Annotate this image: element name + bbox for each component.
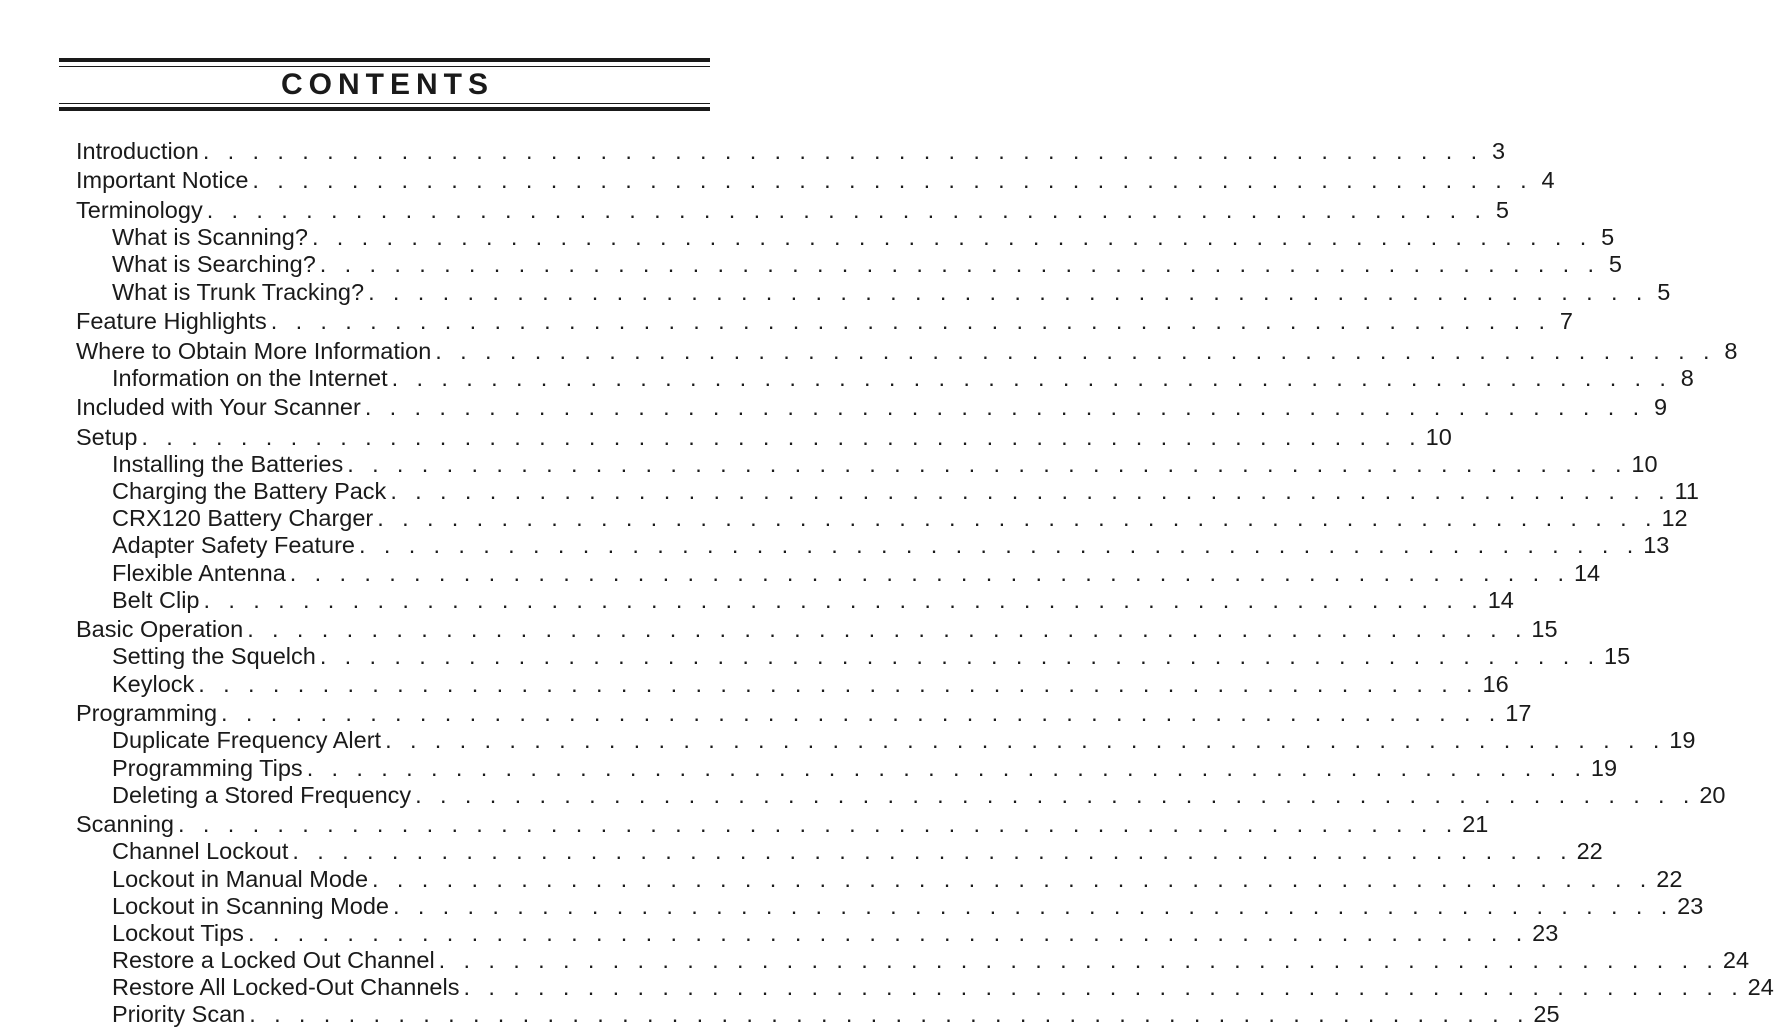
toc-subsection-entry[interactable]: [76, 781, 1726, 809]
toc-subsection-entry[interactable]: [76, 532, 1670, 559]
toc-entry-title: What is Trunk Tracking?: [112, 278, 365, 305]
toc-page-number: 7: [1559, 308, 1573, 335]
toc-subsection-entry[interactable]: [76, 892, 1704, 920]
toc-page-number: 3: [1491, 138, 1506, 164]
toc-dot-leader: . . . . . . . . . . . . . . . . . . . . . . . . . . . . . . . . . . . . . . . . . . . . . . . . . . . .: [368, 278, 1649, 305]
toc-page-number: 23: [1677, 892, 1704, 919]
toc-entry-title: Restore a Locked Out Channel: [112, 947, 435, 974]
toc-page-number: 4: [1541, 167, 1555, 194]
header-rule-top-thick: [59, 58, 710, 62]
toc-subsection-entry[interactable]: [76, 727, 1696, 754]
toc-entry-title: Keylock: [112, 670, 195, 697]
toc-subsection-entry[interactable]: [76, 505, 1688, 532]
toc-page-number: 14: [1573, 559, 1601, 586]
toc-page-number: 5: [1495, 196, 1509, 223]
toc-dot-leader: . . . . . . . . . . . . . . . . . . . . . . . . . . . . . . . . . . . . . . . . . . . . . . . . . . . .: [385, 727, 1666, 754]
toc-entry-title: Duplicate Frequency Alert: [112, 727, 382, 754]
toc-dot-leader: . . . . . . . . . . . . . . . . . . . . . . . . . . . . . . . . . . . . . . . . . . . . . . . . . . . .: [178, 811, 1459, 838]
toc-page-number: 20: [1699, 781, 1726, 808]
toc-page-number: 10: [1631, 450, 1658, 477]
toc-section-entry[interactable]: [76, 394, 1668, 421]
toc-entry-title: Charging the Battery Pack: [112, 478, 387, 505]
toc-dot-leader: . . . . . . . . . . . . . . . . . . . . . . . . . . . . . . . . . . . . . . . . . . . . . . . . . . . .: [198, 670, 1479, 697]
toc-entry-title: Lockout Tips: [112, 919, 244, 946]
toc-section-entry[interactable]: [76, 811, 1489, 838]
table-of-contents: [76, 138, 1774, 1029]
toc-entry-title: Where to Obtain More Information: [76, 337, 432, 364]
toc-entry-title: Restore All Locked-Out Channels: [112, 974, 460, 1001]
toc-subsection-entry[interactable]: [76, 559, 1601, 587]
header-rule-bottom-thin: [59, 103, 710, 104]
toc-dot-leader: . . . . . . . . . . . . . . . . . . . . . . . . . . . . . . . . . . . . . . . . . . . . . . . . . . . .: [252, 167, 1533, 194]
toc-section-entry[interactable]: [76, 138, 1506, 165]
toc-subsection-entry[interactable]: [76, 754, 1618, 782]
toc-page-number: 17: [1505, 700, 1532, 727]
toc-entry-title: Belt Clip: [112, 586, 200, 613]
toc-subsection-entry[interactable]: [76, 670, 1509, 698]
toc-section-entry[interactable]: [76, 167, 1555, 194]
toc-dot-leader: . . . . . . . . . . . . . . . . . . . . . . . . . . . . . . . . . . . . . . . . . . . . . . . . . . . .: [435, 337, 1716, 364]
toc-subsection-entry[interactable]: [76, 919, 1559, 947]
toc-subsection-entry[interactable]: [76, 586, 1514, 614]
toc-dot-leader: . . . . . . . . . . . . . . . . . . . . . . . . . . . . . . . . . . . . . . . . . . . . . . . . . . . .: [289, 559, 1570, 586]
toc-dot-leader: . . . . . . . . . . . . . . . . . . . . . . . . . . . . . . . . . . . . . . . . . . . . . . . . . . . .: [372, 865, 1653, 892]
toc-page-number: 9: [1653, 394, 1668, 421]
toc-dot-leader: . . . . . . . . . . . . . . . . . . . . . . . . . . . . . . . . . . . . . . . . . . . . . . . . . . . .: [141, 423, 1422, 450]
toc-dot-leader: . . . . . . . . . . . . . . . . . . . . . . . . . . . . . . . . . . . . . . . . . . . . . . . . . . . .: [311, 224, 1593, 251]
toc-dot-leader: . . . . . . . . . . . . . . . . . . . . . . . . . . . . . . . . . . . . . . . . . . . . . . . . . . . .: [292, 838, 1573, 865]
toc-page-number: 14: [1487, 586, 1514, 613]
toc-dot-leader: . . . . . . . . . . . . . . . . . . . . . . . . . . . . . . . . . . . . . . . . . . . . . . . . . . . .: [392, 892, 1674, 919]
toc-dot-leader: . . . . . . . . . . . . . . . . . . . . . . . . . . . . . . . . . . . . . . . . . . . . . . . . . . . .: [247, 616, 1528, 643]
toc-page-number: 23: [1532, 919, 1559, 946]
toc-entry-title: What is Searching?: [112, 251, 316, 278]
toc-page-number: 12: [1661, 505, 1688, 532]
toc-entry-title: Installing the Batteries: [112, 450, 344, 477]
toc-dot-leader: . . . . . . . . . . . . . . . . . . . . . . . . . . . . . . . . . . . . . . . . . . . . . . . . . . . .: [221, 700, 1502, 727]
toc-dot-leader: . . . . . . . . . . . . . . . . . . . . . . . . . . . . . . . . . . . . . . . . . . . . . . . . . . . .: [391, 364, 1672, 391]
toc-page-number: 22: [1656, 865, 1683, 892]
toc-dot-leader: . . . . . . . . . . . . . . . . . . . . . . . . . . . . . . . . . . . . . . . . . . . . . . . . . . . .: [206, 196, 1487, 223]
toc-page-number: 19: [1669, 727, 1696, 754]
toc-entry-title: Flexible Antenna: [112, 559, 286, 586]
toc-dot-leader: . . . . . . . . . . . . . . . . . . . . . . . . . . . . . . . . . . . . . . . . . . . . . . . . . . . .: [319, 643, 1601, 670]
toc-dot-leader: . . . . . . . . . . . . . . . . . . . . . . . . . . . . . . . . . . . . . . . . . . . . . . . . . . . .: [306, 754, 1587, 781]
toc-entry-title: CRX120 Battery Charger: [112, 505, 374, 532]
toc-page-number: 11: [1674, 478, 1699, 505]
toc-page-number: 8: [1724, 337, 1738, 364]
toc-dot-leader: . . . . . . . . . . . . . . . . . . . . . . . . . . . . . . . . . . . . . . . . . . . . . . . . . . . .: [358, 532, 1640, 559]
toc-page-number: 13: [1643, 532, 1670, 559]
toc-section-entry[interactable]: [76, 616, 1558, 643]
toc-subsection-entry[interactable]: [76, 947, 1750, 974]
toc-entry-title: Programming Tips: [112, 754, 303, 781]
toc-subsection-entry[interactable]: [76, 838, 1603, 865]
toc-entry-title: Priority Scan: [112, 1001, 246, 1028]
toc-dot-leader: . . . . . . . . . . . . . . . . . . . . . . . . . . . . . . . . . . . . . . . . . . . . . . . . . . . .: [247, 919, 1529, 946]
toc-entry-title: What is Scanning?: [112, 224, 308, 251]
toc-page-number: 16: [1482, 670, 1509, 697]
toc-dot-leader: . . . . . . . . . . . . . . . . . . . . . . . . . . . . . . . . . . . . . . . . . . . . . . . . . . . .: [377, 505, 1658, 532]
toc-section-entry[interactable]: [76, 337, 1738, 365]
toc-entry-title: Feature Highlights: [76, 308, 267, 335]
toc-subsection-entry[interactable]: [76, 643, 1631, 670]
toc-subsection-entry[interactable]: [76, 974, 1774, 1001]
toc-dot-leader: . . . . . . . . . . . . . . . . . . . . . . . . . . . . . . . . . . . . . . . . . . . . . . . . . . . .: [249, 1001, 1530, 1028]
toc-entry-title: Introduction: [76, 138, 199, 164]
toc-entry-title: Basic Operation: [76, 616, 244, 643]
toc-page-number: 21: [1462, 811, 1489, 838]
toc-entry-title: Scanning: [76, 811, 174, 838]
page-title: CONTENTS: [281, 68, 494, 101]
toc-entry-title: Included with Your Scanner: [76, 394, 361, 421]
toc-page-number: 5: [1608, 251, 1622, 278]
toc-section-entry[interactable]: [76, 196, 1509, 224]
toc-subsection-entry[interactable]: [76, 1001, 1560, 1028]
toc-subsection-entry[interactable]: [76, 224, 1615, 251]
toc-page-number: 19: [1590, 754, 1618, 781]
toc-page-number: 5: [1657, 278, 1671, 305]
toc-entry-title: Lockout in Scanning Mode: [112, 892, 389, 919]
toc-entry-title: Information on the Internet: [112, 364, 388, 391]
toc-dot-leader: . . . . . . . . . . . . . . . . . . . . . . . . . . . . . . . . . . . . . . . . . . . . . . . . . . . .: [319, 251, 1600, 278]
toc-page-number: 15: [1604, 643, 1631, 670]
toc-entry-title: Terminology: [76, 196, 203, 223]
toc-dot-leader: . . . . . . . . . . . . . . . . . . . . . . . . . . . . . . . . . . . . . . . . . . . . . . . . . . . .: [415, 781, 1696, 808]
toc-page-number: 15: [1531, 616, 1558, 643]
header-rule-bottom-thick: [59, 107, 710, 111]
toc-entry-title: Programming: [76, 700, 218, 727]
toc-section-entry[interactable]: [76, 423, 1452, 451]
toc-page-number: 24: [1747, 974, 1774, 1001]
toc-entry-title: Setting the Squelch: [112, 643, 316, 670]
toc-page-number: 24: [1722, 947, 1750, 974]
toc-dot-leader: . . . . . . . . . . . . . . . . . . . . . . . . . . . . . . . . . . . . . . . . . . . . . . . . . . . .: [270, 308, 1551, 335]
toc-page-number: 25: [1533, 1001, 1560, 1028]
toc-subsection-entry[interactable]: [76, 251, 1622, 278]
toc-dot-leader: . . . . . . . . . . . . . . . . . . . . . . . . . . . . . . . . . . . . . . . . . . . . . . . . . . . .: [202, 138, 1484, 164]
toc-subsection-entry[interactable]: [76, 865, 1683, 893]
toc-entry-title: Setup: [76, 423, 138, 450]
toc-entry-title: Deleting a Stored Frequency: [112, 781, 412, 808]
toc-page-number: 22: [1576, 838, 1603, 865]
toc-entry-title: Lockout in Manual Mode: [112, 865, 369, 892]
toc-page-number: 8: [1680, 364, 1694, 391]
toc-dot-leader: . . . . . . . . . . . . . . . . . . . . . . . . . . . . . . . . . . . . . . . . . . . . . . . . . . . .: [390, 478, 1671, 505]
toc-dot-leader: . . . . . . . . . . . . . . . . . . . . . . . . . . . . . . . . . . . . . . . . . . . . . . . . . . . .: [438, 947, 1719, 974]
toc-dot-leader: . . . . . . . . . . . . . . . . . . . . . . . . . . . . . . . . . . . . . . . . . . . . . . . . . . . .: [203, 586, 1484, 613]
toc-entry-title: Important Notice: [76, 167, 249, 194]
toc-page-number: 10: [1425, 423, 1452, 450]
toc-page-number: 5: [1601, 224, 1615, 251]
toc-section-entry[interactable]: [76, 700, 1532, 727]
toc-entry-title: Channel Lockout: [112, 838, 289, 865]
toc-subsection-entry[interactable]: [76, 278, 1671, 306]
toc-subsection-entry[interactable]: [76, 478, 1699, 505]
toc-section-entry[interactable]: [76, 308, 1573, 335]
toc-subsection-entry[interactable]: [76, 364, 1694, 392]
toc-dot-leader: . . . . . . . . . . . . . . . . . . . . . . . . . . . . . . . . . . . . . . . . . . . . . . . . . . . .: [347, 450, 1628, 477]
toc-dot-leader: . . . . . . . . . . . . . . . . . . . . . . . . . . . . . . . . . . . . . . . . . . . . . . . . . . . .: [364, 394, 1646, 421]
toc-entry-title: Adapter Safety Feature: [112, 532, 355, 559]
toc-subsection-entry[interactable]: [76, 450, 1658, 478]
toc-dot-leader: . . . . . . . . . . . . . . . . . . . . . . . . . . . . . . . . . . . . . . . . . . . . . . . . . . . .: [463, 974, 1744, 1001]
